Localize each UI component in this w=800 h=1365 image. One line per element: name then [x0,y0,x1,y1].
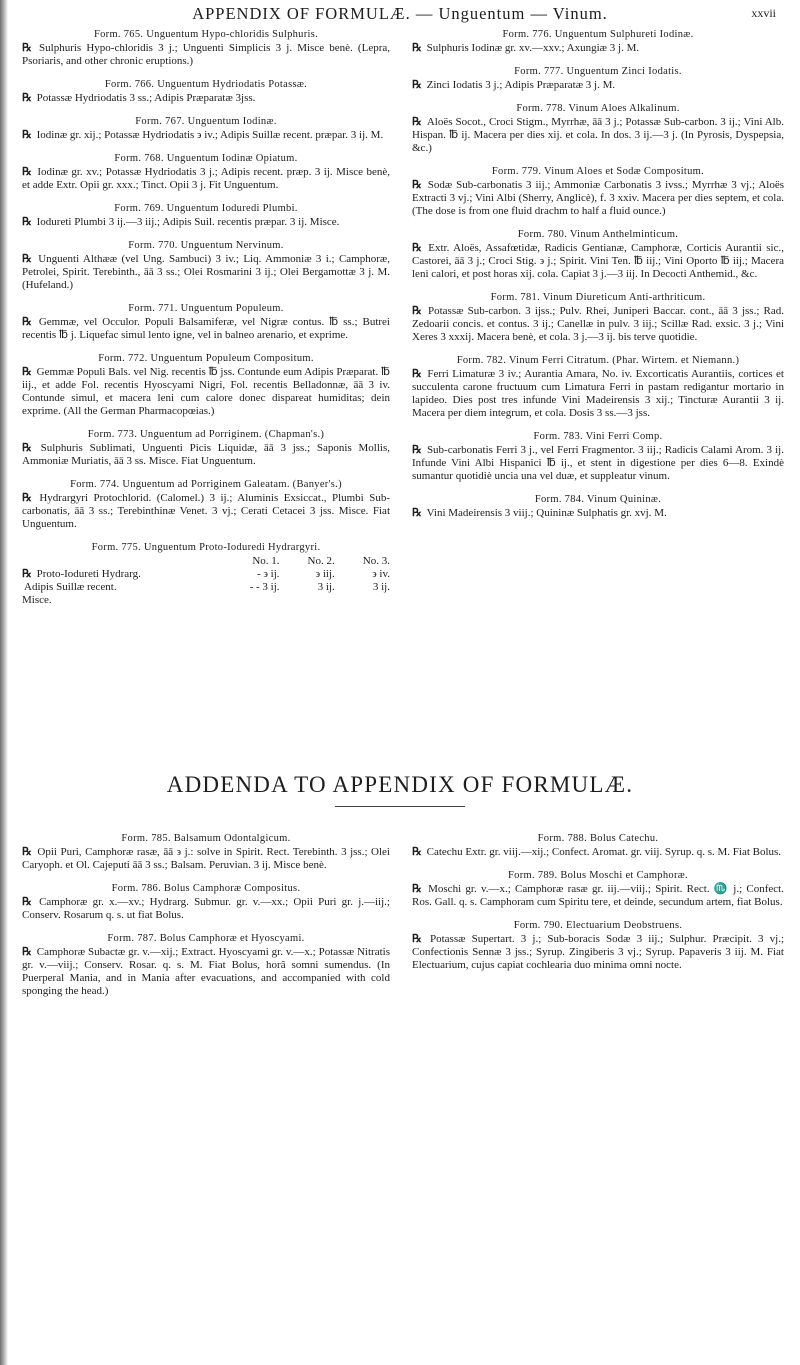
formula-entry [412,28,784,55]
formula-heading: Form. 779. Vinum Aloes et Sodæ Compositum. [491,166,705,177]
formula-entry [412,354,784,420]
table-cell [335,568,390,581]
page-binding-shadow [0,0,8,1365]
table-cell [280,581,335,594]
formula-ingredients: Sulphuris Sublimati, Unguenti Picis Liquidæ, āā 3 jss.; Saponis Mollis, Ammoniæ Muriatis, āā 3 ss. Misce. Fiat Unguentum. [22,442,390,467]
formula-ingredients: Ferri Limaturæ 3 iv.; Aurantia Amara, No. iv. Excorticatis Aurantiis, cortices et succulenta carone fructuum cum Limatura Ferri in pastam redigantur mortario in lapideo. Dies post tres infunde Vini Madeirensis 3 xij.; Tincturæ Aurantii 3 ij. Macera per diem integrum, et cola. Dosis 3 ss.—3 jss. [412,368,784,419]
table-cell-text: Adipis Suillæ recent. [24,581,117,593]
formula-text [412,846,784,859]
formula-heading: Form. 780. Vinum Anthelminticum. [517,229,679,240]
table-cell-text: ϶ iv. [372,568,390,580]
formula-heading: Form. 788. Bolus Catechu. [537,833,659,844]
table-cell [22,568,220,581]
formula-heading: Form. 773. Unguentum ad Porriginem. (Chapman's.) [87,429,325,440]
formula-ingredients: Vini Madeirensis 3 viij.; Quininæ Sulphatis gr. xvj. M. [426,507,667,519]
formula-heading: Form. 778. Vinum Aloes Alkalinum. [516,103,680,114]
table-cell-text: 3 ij. [317,581,335,593]
rx-symbol: ℞ [412,368,426,380]
table-cell-text: Proto-Iodureti Hydrarg. [36,568,141,580]
page-number: xxvii [751,6,776,20]
rx-symbol: ℞ [412,179,426,191]
formula-text [412,116,784,155]
formula-heading: Form. 767. Unguentum Iodinæ. [135,116,277,127]
table-cell [335,581,390,594]
formula-ingredients: Opii Puri, Camphoræ rasæ, āā ϶ j.: solve in Spirit. Rect. Terebinth. 3 jss.; Olei Caryoph. et Ol. Cajeputi āā 3 ss.; Balsam. Peruvian. 3 ij. Misce benè. [22,846,390,871]
formula-heading: Form. 766. Unguentum Hydriodatis Potassæ. [104,79,308,90]
formula-text [22,42,390,68]
rx-symbol: ℞ [412,883,427,895]
formula-text [412,242,784,281]
formula-entry [412,919,784,972]
running-head [0,4,800,26]
formula-ingredients: Iodinæ gr. xij.; Potassæ Hydriodatis ϶ iv.; Adipis Suillæ recent. præpar. 3 ij. M. [36,129,384,141]
formula-entry [412,291,784,344]
formula-entry [22,152,390,192]
formula-heading: Form. 786. Bolus Camphoræ Compositus. [111,883,301,894]
formula-text [22,216,390,229]
formula-entry [22,78,390,105]
rx-symbol: ℞ [22,946,35,958]
rx-symbol: ℞ [412,846,425,858]
formula-text [412,883,784,909]
formula-heading: Form. 772. Unguentum Populeum Compositum. [98,353,314,364]
formula-text [412,305,784,344]
addenda-left-column [22,832,390,1008]
formula-text [412,444,784,483]
table-cell-text: 3 ij. [372,581,390,593]
table-cell-text: ϶ iij. [315,568,335,580]
formula-text [22,316,390,342]
formula-entry [22,428,390,468]
table-cell [22,594,220,607]
formula-ingredients: Hydrargyri Protochlorid. (Calomel.) 3 ij.; Aluminis Exsiccat., Plumbi Sub-carbonatis, āā 3 ss.; Terebinthinæ Venet. 3 vj.; Cerati Cetacei 3 jss. Misce. Fiat Unguentum. [22,492,390,530]
rx-symbol: ℞ [22,492,38,504]
formula-text [22,846,390,872]
rx-symbol: ℞ [412,116,425,128]
rx-symbol: ℞ [22,442,39,454]
table-row [22,581,390,594]
rx-symbol: ℞ [22,92,35,104]
formula-entry [22,352,390,418]
addenda-divider [335,806,465,807]
rx-symbol: ℞ [412,933,428,945]
formula-heading: Form. 785. Balsamum Odontalgicum. [121,833,291,844]
formula-heading: Form. 790. Electuarium Deobstruens. [513,920,683,931]
table-cell [220,568,280,581]
formula-heading: Form. 777. Unguentum Zinci Iodatis. [514,66,682,77]
addenda-title: ADDENDA TO APPENDIX OF FORMULÆ. [166,772,634,797]
formula-text [412,42,784,55]
formula-ingredients: Moschi gr. v.—x.; Camphoræ rasæ gr. iij.—viij.; Spirit. Rect. ♏ j.; Confect. Ros. Gall. q. s. Camphoram cum Spiritu tere, et deinde, secundum artem, fiat Bolus. [412,883,784,908]
formula-heading: Form. 769. Unguentum Ioduredi Plumbi. [114,203,298,214]
formula-entry [412,832,784,859]
formula-text [22,366,390,418]
formula-text [412,507,784,520]
formula-text [22,253,390,292]
table-cell [335,594,390,607]
formula-heading: Form. 781. Vinum Diureticum Anti-arthriticum. [490,292,706,303]
table-cell-text: - ϶ ij. [257,568,280,580]
formula-entry [22,202,390,229]
formula-heading: Form. 787. Bolus Camphoræ et Hyoscyami. [107,933,305,944]
rx-symbol: ℞ [22,166,36,178]
formula-ingredients: Iodinæ gr. xv.; Potassæ Hydriodatis 3 j.; Adipis recent. præp. 3 ij. Misce benè, et adde Extr. Opii gr. xxx.; Tinct. Opii 3 j. Fit Unguentum. [22,166,390,191]
formula-entry [22,239,390,292]
formula-heading: Form. 776. Unguentum Sulphureti Iodinæ. [502,29,694,40]
formula-entry [412,869,784,909]
formula-heading: Form. 783. Vini Ferri Comp. [533,431,663,442]
formula-entry [22,302,390,342]
table-cell [22,581,220,594]
formula-entry [412,430,784,483]
formula-ingredients: Zinci Iodatis 3 j.; Adipis Præparatæ 3 j. M. [426,79,616,91]
rx-symbol: ℞ [22,896,38,908]
formula-entry [412,165,784,218]
rx-symbol: ℞ [412,242,427,254]
formula-entry [22,478,390,531]
formula-ingredients: Potassæ Supertart. 3 j.; Sub-boracis Sodæ 3 iij.; Sulphur. Præcipit. 3 vj.; Confectionis Sennæ 3 jss.; Syrup. Zingiberis 3 vj.; Syrup. Papaveris 3 iij. M. Fiat Electuarium, cujus capiat cochlearia duo minima omni nocte. [412,933,784,971]
formula-entry [22,28,390,68]
rx-symbol: ℞ [22,253,37,265]
rx-symbol: ℞ [412,305,426,317]
table-header-row [22,555,390,568]
formula-ingredients: Sub-carbonatis Ferri 3 j., vel Ferri Fragmentor. 3 iij.; Radicis Calami Arom. 3 ij. Infunde Vini Albi Hispanici ℔ ij., et stent in digestione per dies 6—8. Exindè sumantur quotidiè uncia una vel duæ, et suppleatur vinum. [412,444,784,482]
formula-heading: Form. 768. Unguentum Iodinæ Opiatum. [114,153,298,164]
formula-ingredients: Unguenti Althææ (vel Ung. Sambuci) 3 iv.; Liq. Ammoniæ 3 i.; Camphoræ, Petrolei, Spirit. Terebinth., āā 3 ss.; Olei Rosmarini 3 ij.; Olei Bergamottæ 3 j. M. (Hufeland.) [22,253,390,291]
formula-text [22,92,390,105]
formula-text [22,946,390,998]
formula-text [22,166,390,192]
formula-ingredients: Potassæ Sub-carbon. 3 ijss.; Pulv. Rhei, Juniperi Baccar. cont., āā 3 jss.; Rad. Zedoarii concis. et contus. 3 ij.; Canellæ in pulv. 3 iij.; Scillæ Rad. exsic. 3 j.; Vini Xeres 3 xxxij. Macera benè, et cola. 3 j.—3 ij. bis terve quotidie. [412,305,784,343]
rx-symbol: ℞ [22,216,35,228]
formula-text [412,79,784,92]
formula-entry [412,228,784,281]
table-cell-text: - - 3 ij. [249,581,280,593]
formula-heading: Form. 771. Unguentum Populeum. [128,303,284,314]
formula-ingredients: Aloës Socot., Croci Stigm., Myrrhæ, āā 3 j.; Potassæ Sub-carbon. 3 ij.; Vini Alb. Hispan. ℔ ij. Macera per dies xij. et cola. In dos. 3 ij.—3 j. (In Pyrosis, Dyspepsia, &c.) [412,116,784,154]
rx-symbol: ℞ [412,507,425,519]
table-cell-text: Misce. [22,594,52,606]
formula-entry [22,115,390,142]
rx-symbol: ℞ [412,79,425,91]
formula-entry [412,102,784,155]
formula-ingredients: Gemmæ, vel Occulor. Populi Balsamiferæ, vel Nigræ contus. ℔ ss.; Butrei recentis ℔ j. Liquefac simul lento igne, vel in balneo arenario, et exprime. [22,316,390,341]
formula-entry [412,65,784,92]
running-head-title: APPENDIX OF FORMULÆ. — Unguentum — Vinum. [192,4,608,23]
formula-ingredients: Iodureti Plumbi 3 ij.—3 iij.; Adipis Suil. recentis præpar. 3 ij. Misce. [36,216,340,228]
formula-entry [22,541,390,607]
formula-ingredients: Potassæ Hydriodatis 3 ss.; Adipis Præparatæ 3jss. [36,92,256,104]
table-column-header: No. 1. [252,555,280,567]
formula-heading: Form. 775. Unguentum Proto-Ioduredi Hydrargyri. [91,542,321,553]
right-column [412,28,784,530]
formula-ingredients: Camphoræ gr. x.—xv.; Hydrarg. Submur. gr. v.—xx.; Opii Puri gr. j.—iij.; Conserv. Rosarum q. s. ut fiat Bolus. [22,896,390,921]
addenda-right-column [412,832,784,982]
rx-symbol: ℞ [412,444,425,456]
formula-heading: Form. 770. Unguentum Nervinum. [128,240,284,251]
formula-text [412,179,784,218]
formula-ingredients: Camphoræ Subactæ gr. v.—xij.; Extract. Hyoscyami gr. v.—x.; Potassæ Nitratis gr. v.—viij.; Conserv. Rosar. q. s. M. Fiat Bolus, horâ somni sumendus. (In Puerperal Mania, and in Mania after evacuations, and accompanied with cold sponging the head.) [22,946,390,997]
formula-text [412,368,784,420]
table-cell [220,594,280,607]
formula-entry [412,493,784,520]
formula-entry [22,832,390,872]
formula-heading: Form. 774. Unguentum ad Porriginem Galeatam. (Banyer's.) [70,479,342,490]
formula-ingredients: Catechu Extr. gr. viij.—xij.; Confect. Aromat. gr. viij. Syrup. q. s. M. Fiat Bolus. [426,846,782,858]
rx-symbol: ℞ [22,568,35,580]
formula-ingredients: Sulphuris Hypo-chloridis 3 j.; Unguenti Simplicis 3 j. Misce benè. (Lepra, Psoriaris, and other chronic eruptions.) [22,42,390,67]
table-cell [220,581,280,594]
rx-symbol: ℞ [22,366,35,378]
formula-heading: Form. 782. Vinum Ferri Citratum. (Phar. Wirtem. et Niemann.) [456,355,740,366]
rx-symbol: ℞ [22,42,38,54]
table-row [22,568,390,581]
table-cell [280,594,335,607]
table-cell [280,568,335,581]
rx-symbol: ℞ [22,846,36,858]
table-column-header [22,555,220,568]
formula-entry [22,932,390,998]
formula-ingredients: Gemmæ Populi Bals. vel Nig. recentis ℔ jss. Contunde eum Adipis Præparat. ℔ iij., et adde Fol. recentis Hyoscyami Nigri, Fol. recentis Belladonnæ, āā 3 iv. Contunde simul, et macera leni cum calore donec dispareat humiditas; dein exprime. (All the German Pharmacopœias.) [22,366,390,417]
formula-entry [22,882,390,922]
formula-text [412,933,784,972]
rx-symbol: ℞ [22,316,37,328]
formula-heading: Form. 784. Vinum Quininæ. [534,494,662,505]
rx-symbol: ℞ [22,129,35,141]
formula-text [22,492,390,531]
formula-ingredients: Extr. Aloës, Assafœtidæ, Radicis Gentianæ, Camphoræ, Corticis Aurantii sic., Castorei, āā 3 j.; Croci Stig. ϶ j.; Spirit. Vini Ten. ℔ iij.; Vini Oporto ℔ iij.; Macera leni calori, et post horas xij. cola. Capiat 3 j.—3 iij. In Decocti Anthemid., &c. [412,242,784,280]
formula-heading: Form. 789. Bolus Moschi et Camphoræ. [508,870,688,881]
formula-text [22,442,390,468]
table-row [22,594,390,607]
table-column-header: No. 3. [362,555,390,567]
formula-heading: Form. 765. Unguentum Hypo-chloridis Sulphuris. [93,29,319,40]
formula-ingredients: Sodæ Sub-carbonatis 3 iij.; Ammoniæ Carbonatis 3 ivss.; Myrrhæ 3 vj.; Aloës Extracti 3 vj.; Vini Albi (Sherry, Anglicè), f. 3 xxiv. Macera per dies septem, et cola. (The dose is from one fluid drachm to half a fluid ounce.) [412,179,784,217]
formula-text [22,129,390,142]
left-column [22,28,390,617]
formula-text [22,896,390,922]
rx-symbol: ℞ [412,42,425,54]
table-column-header: No. 2. [307,555,335,567]
formula-table [22,555,390,607]
formula-ingredients: Sulphuris Iodinæ gr. xv.—xxv.; Axungiæ 3 j. M. [426,42,640,54]
